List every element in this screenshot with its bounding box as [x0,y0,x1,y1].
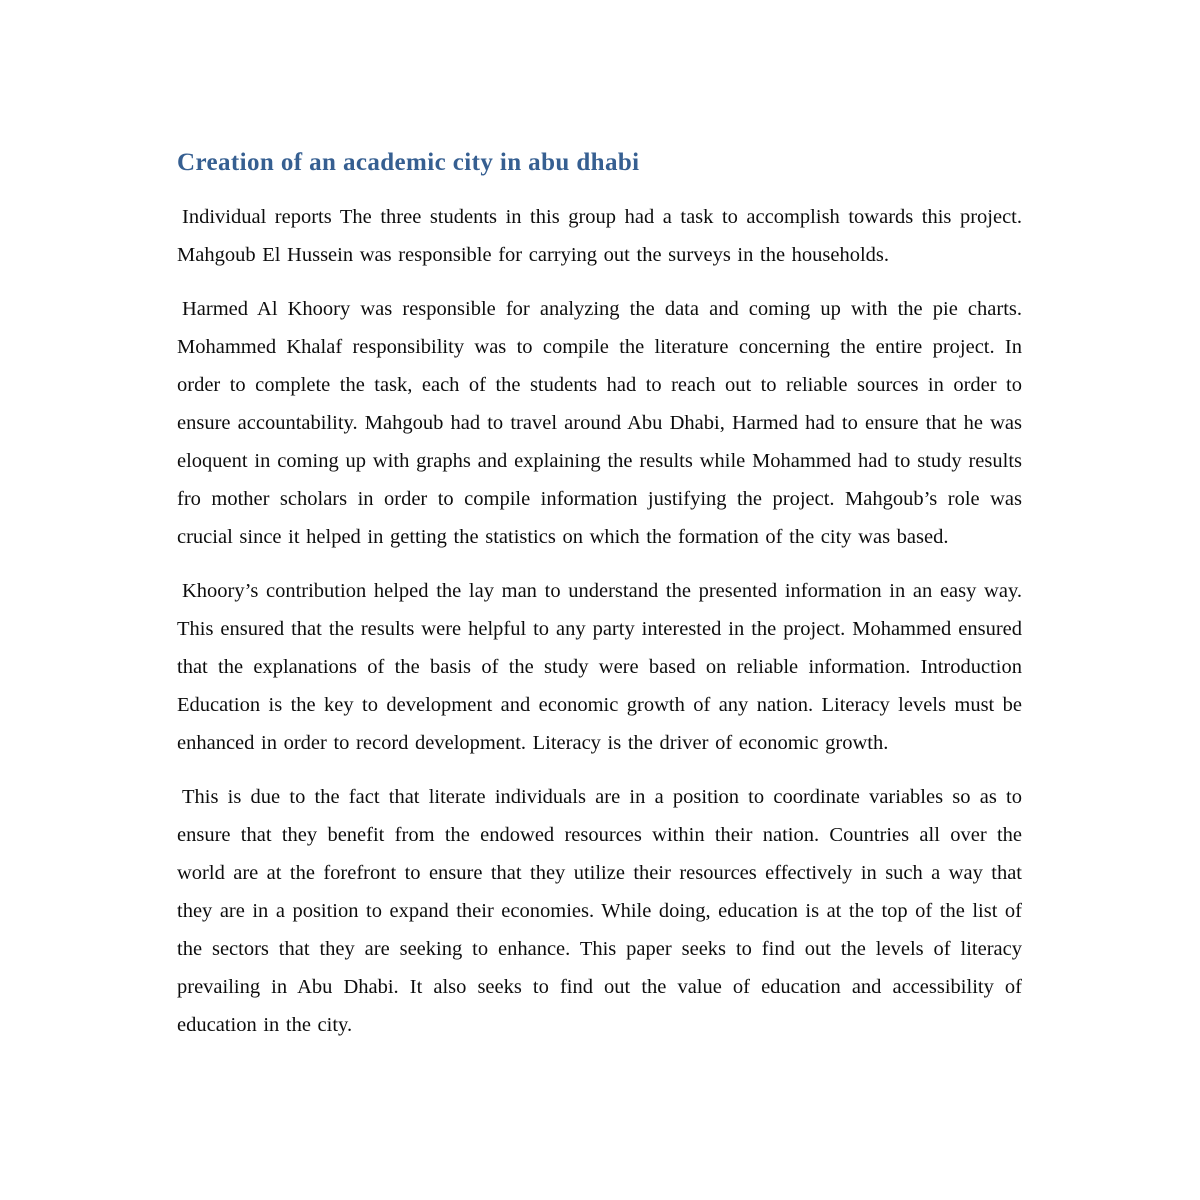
paragraph-individual-reports: Individual reports The three students in this group had a task to accomplish towards this project. Mahgoub El Hussein was responsible for carrying out the surveys in the households. [177,206,1022,266]
paragraph-responsibilities: Harmed Al Khoory was responsible for analyzing the data and coming up with the pie charts. Mohammed Khalaf responsibility was to compile the literature concerning the entire project. In order to complete the task, each of the students had to reach out to reliable sources in order to ensure accountability. Mahgoub had to travel around Abu Dhabi, Harmed had to ensure that he was eloquent in coming up with graphs and explaining the results while Mohammed had to study results fro mother scholars in order to compile information justifying the project. Mahgoub’s role was crucial since it helped in getting the statistics on which the formation of the city was based. [177,298,1022,548]
document-content [177,146,1022,1060]
paragraph-contribution-introduction: Khoory’s contribution helped the lay man to understand the presented information in an easy way. This ensured that the results were helpful to any party interested in the project. Mohammed ensured that the explanations of the basis of the study were based on reliable information. Introduction Education is the key to development and economic growth of any nation. Literacy levels must be enhanced in order to record development. Literacy is the driver of economic growth. [177,580,1022,754]
paragraph-literacy-purpose: This is due to the fact that literate individuals are in a position to coordinate variables so as to ensure that they benefit from the endowed resources within their nation. Countries all over the world are at the forefront to ensure that they utilize their resources effectively in such a way that they are in a position to expand their economies. While doing, education is at the top of the list of the sectors that they are seeking to enhance. This paper seeks to find out the levels of literacy prevailing in Abu Dhabi. It also seeks to find out the value of education and accessibility of education in the city. [177,786,1022,1036]
document-title: Creation of an academic city in abu dhabi [177,149,640,176]
